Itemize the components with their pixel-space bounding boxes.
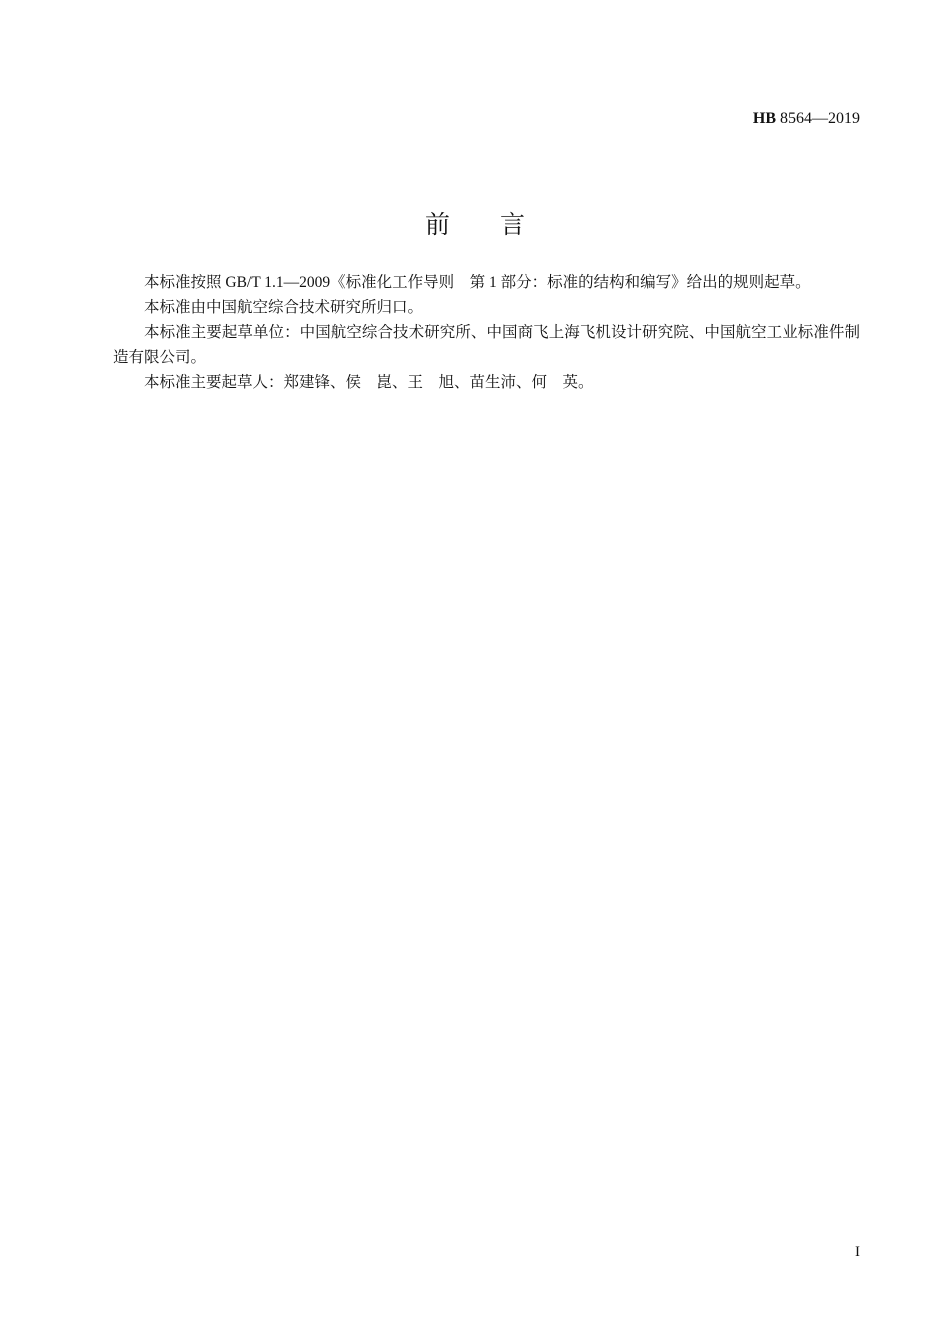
page-number: I — [855, 1244, 860, 1260]
paragraph-drafters: 本标准主要起草人：郑建锋、侯 崑、王 旭、苗生沛、何 英。 — [144, 374, 594, 391]
standard-code — [753, 108, 860, 130]
paragraph-drafting-organizations: 本标准主要起草单位：中国航空综合技术研究所、中国商飞上海飞机设计研究院、中国航空工业标准件制造有限公司。 — [113, 324, 860, 366]
foreword-body — [113, 270, 860, 395]
paragraph-drafting-rules: 本标准按照 GB/T 1.1—2009《标准化工作导则 第 1 部分：标准的结构和编写》给出的规则起草。 — [144, 274, 811, 291]
paragraph-responsible-unit: 本标准由中国航空综合技术研究所归口。 — [144, 299, 424, 316]
page-title: 前言 — [424, 209, 575, 239]
standard-code-prefix: HB — [752, 110, 776, 127]
standard-code-number: 8564—2019 — [776, 110, 860, 127]
